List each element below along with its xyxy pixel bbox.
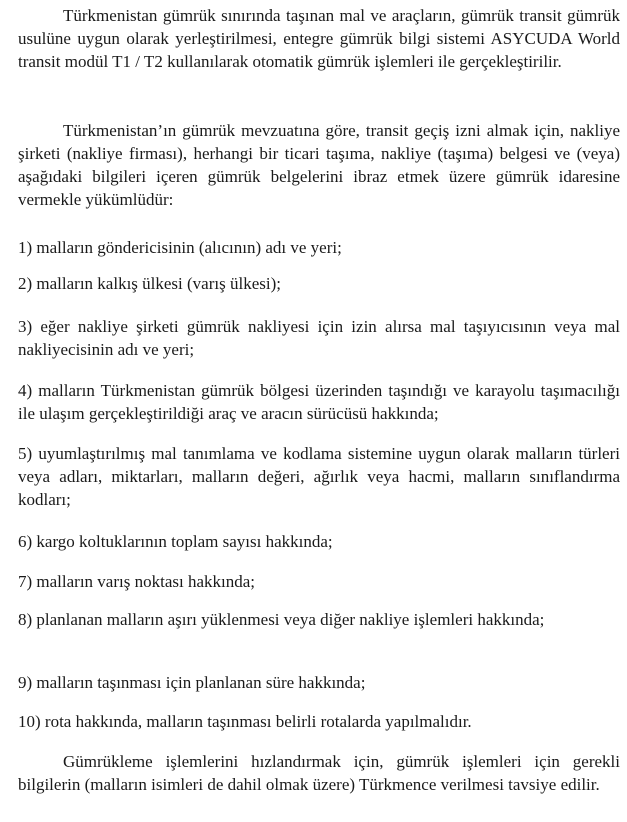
list-item: 5) uyumlaştırılmış mal tanımlama ve kodlama sistemine uygun olarak malların türleri veya adları, miktarları, malların değeri, ağırlık veya hacmi, malların sınıflandırma kodları; bbox=[18, 444, 620, 509]
list-item: 1) malların göndericisinin (alıcının) adı ve yeri; bbox=[18, 238, 342, 257]
closing-paragraph: Gümrükleme işlemlerini hızlandırmak için, gümrük işlemleri için gerekli bilgilerin (malların isimleri de dahil olmak üzere) Türkmence verilmesi tavsiye edilir. bbox=[18, 752, 620, 794]
intro-paragraph: Türkmenistan gümrük sınırında taşınan mal ve araçların, gümrük transit gümrük usulüne uygun olarak yerleştirilmesi, entegre gümrük bilgi sistemi ASYCUDA World transit modül T1 / T2 kullanılarak otomatik gümrük işlemleri ile gerçekleştirilir. bbox=[18, 6, 620, 71]
list-item: 2) malların kalkış ülkesi (varış ülkesi); bbox=[18, 274, 281, 293]
list-item: 3) eğer nakliye şirketi gümrük nakliyesi için izin alırsa mal taşıyıcısının veya mal nakliyecisinin adı ve yeri; bbox=[18, 317, 620, 359]
list-item: 6) kargo koltuklarının toplam sayısı hakkında; bbox=[18, 532, 333, 551]
list-item: 10) rota hakkında, malların taşınması belirli rotalarda yapılmalıdır. bbox=[18, 712, 472, 731]
list-item: 9) malların taşınması için planlanan süre hakkında; bbox=[18, 673, 366, 692]
list-item: 8) planlanan malların aşırı yüklenmesi veya diğer nakliye işlemleri hakkında; bbox=[18, 610, 545, 629]
list-item: 4) malların Türkmenistan gümrük bölgesi üzerinden taşındığı ve karayolu taşımacılığı ile ulaşım gerçekleştirildiği araç ve aracın sürücüsü hakkında; bbox=[18, 381, 620, 423]
list-item: 7) malların varış noktası hakkında; bbox=[18, 572, 255, 591]
requirements-paragraph: Türkmenistan’ın gümrük mevzuatına göre, transit geçiş izni almak için, nakliye şirketi (nakliye firması), herhangi bir ticari taşıma, nakliye (taşıma) belgesi ve (veya) aşağıdaki bilgileri içeren gümrük belgelerini ibraz etmek üzere gümrük idaresine vermekle yükümlüdür: bbox=[18, 121, 620, 209]
